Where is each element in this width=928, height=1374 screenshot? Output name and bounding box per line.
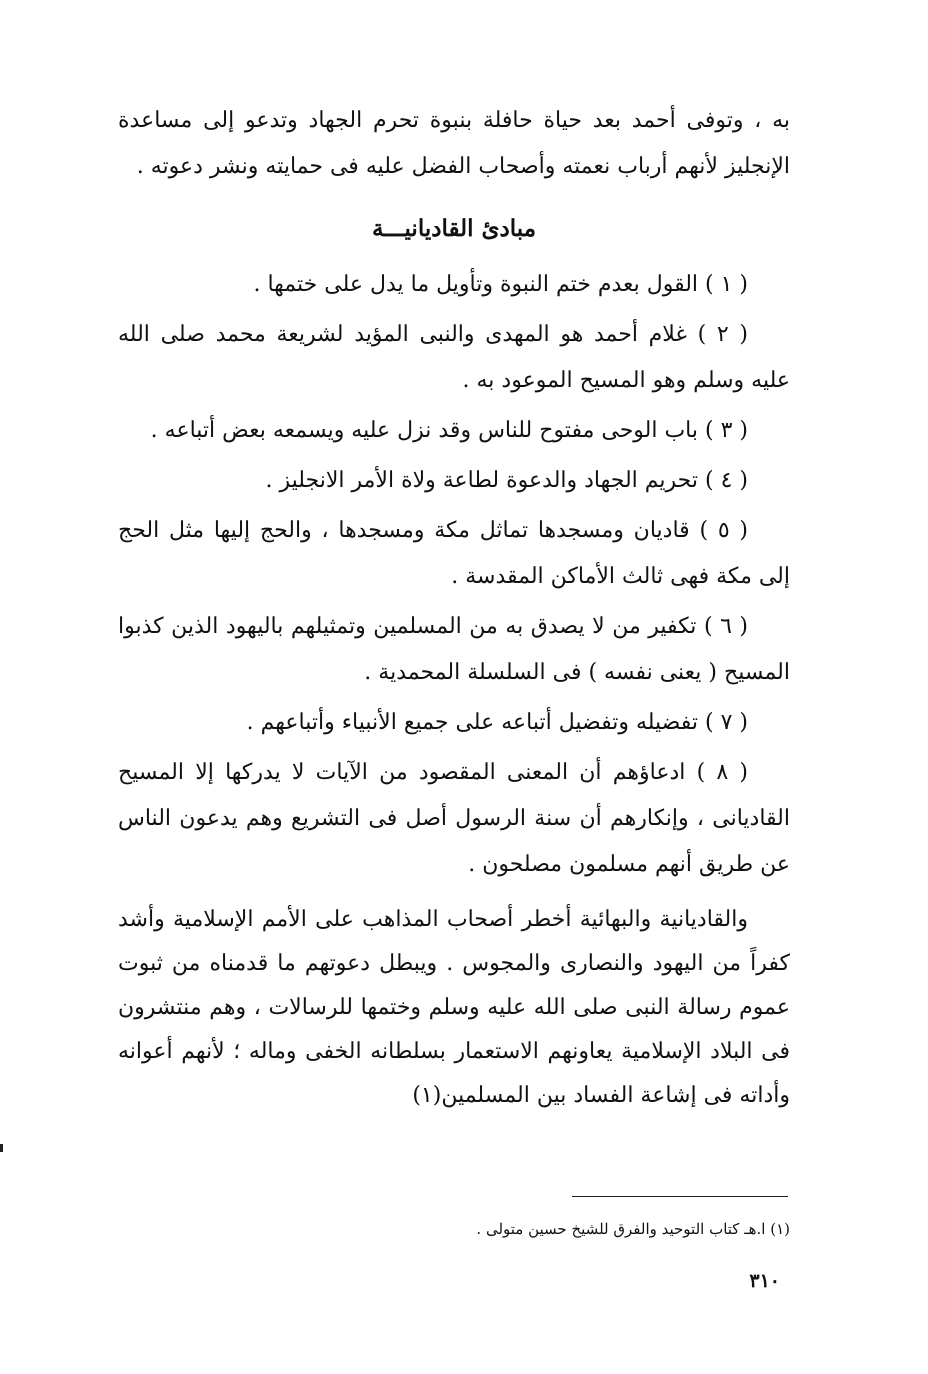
principle-text: ادعاؤهم أن المعنى المقصود من الآيات لا يدركها إلا المسيح القاديانى ، وإنكارهم أن سنة الرسول أصل فى التشريع وهم يدعون الناس عن طريق أنهم مسلمون مصلحون . <box>118 760 790 877</box>
footnote: (١) ا.هـ كتاب التوحيد والفرق للشيخ حسين متولى . <box>476 1220 790 1238</box>
principle-number: ( ٢ ) <box>697 322 749 347</box>
intro-paragraph: به ، وتوفى أحمد بعد حياة حافلة بنبوة تحرم الجهاد وتدعو إلى مساعدة الإنجليز لأنهم أرباب نعمته وأصحاب الفضل عليه فى حمايته ونشر دعوته . <box>118 108 790 179</box>
closing-paragraph: والقاديانية والبهائية أخطر أصحاب المذاهب على الأمم الإسلامية وأشد كفراً من اليهود والنصارى والمجوس . ويبطل دعوتهم ما قدمناه من ثبوت عموم رسالة النبى صلى الله عليه وسلم وختمها للرسالات ، وهم منتشرون فى البلاد الإسلامية يعاونهم الاستعمار بسلطانه الخفى وماله ؛ لأنهم أعوانه وأداته فى إشاعة الفساد بين المسلمين(١) <box>118 907 790 1108</box>
principle-number: ( ٣ ) <box>705 418 748 443</box>
principle-item <box>118 604 790 696</box>
principle-item <box>118 458 790 504</box>
principle-item <box>118 312 790 404</box>
principle-text: غلام أحمد هو المهدى والنبى المؤيد لشريعة محمد صلى الله عليه وسلم وهو المسيح الموعود به . <box>118 322 790 393</box>
principle-item <box>118 262 790 308</box>
principle-number: ( ١ ) <box>705 272 748 297</box>
section-heading: مبادئ القاديانيـــة <box>371 215 537 242</box>
principle-text: قاديان ومسجدها تماثل مكة ومسجدها ، والحج إليها مثل الحج إلى مكة فهى ثالث الأماكن المقدسة . <box>118 518 790 589</box>
principle-number: ( ٧ ) <box>705 710 748 735</box>
principle-item <box>118 408 790 454</box>
footnote-divider <box>572 1196 788 1197</box>
principle-item <box>118 700 790 746</box>
principle-item <box>118 508 790 600</box>
principle-text: باب الوحى مفتوح للناس وقد نزل عليه ويسمعه بعض أتباعه . <box>150 418 699 443</box>
page-body <box>118 98 790 1124</box>
principle-text: تفضيله وتفضيل أتباعه على جميع الأنبياء وأتباعهم . <box>246 710 699 735</box>
principle-number: ( ٥ ) <box>699 518 749 543</box>
principle-item <box>118 750 790 888</box>
margin-mark <box>0 1144 3 1152</box>
principle-number: ( ٦ ) <box>703 614 749 639</box>
principle-number: ( ٤ ) <box>705 468 748 493</box>
principle-number: ( ٨ ) <box>696 760 748 785</box>
principle-text: القول بعدم ختم النبوة وتأويل ما يدل على ختمها . <box>253 272 699 297</box>
principle-text: تحريم الجهاد والدعوة لطاعة ولاة الأمر الانجليز . <box>265 468 699 493</box>
page-number: ٣١٠ <box>749 1270 780 1292</box>
principle-text: تكفير من لا يصدق به من المسلمين وتمثيلهم باليهود الذين كذبوا المسيح ( يعنى نفسه ) فى السلسلة المحمدية . <box>118 614 790 685</box>
